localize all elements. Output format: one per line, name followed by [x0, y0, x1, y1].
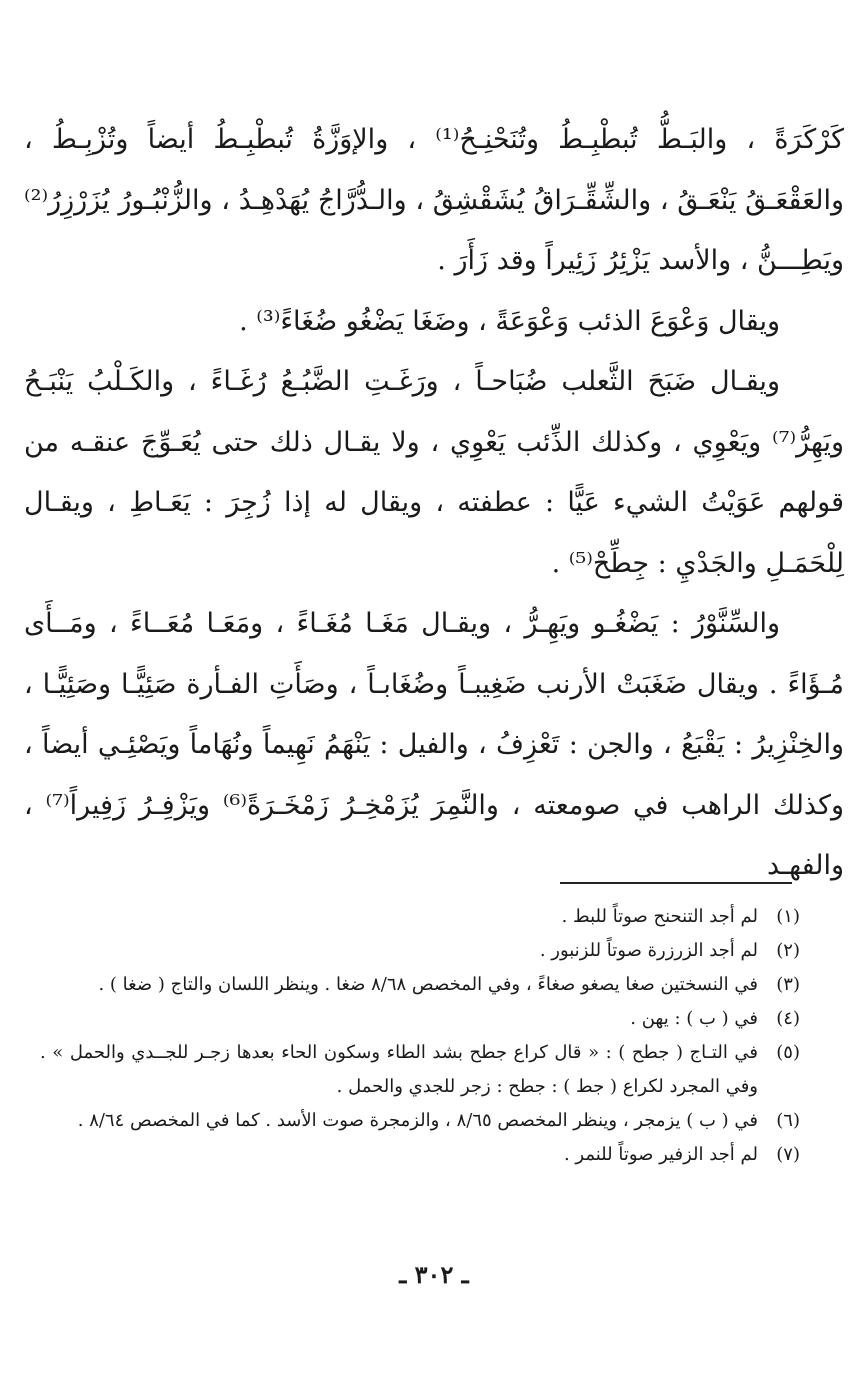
- footnote-3: [40, 968, 800, 1002]
- footnote-7: [40, 1138, 800, 1172]
- footnote-number: (٢): [776, 940, 800, 961]
- footnote-number: (٤): [776, 1008, 800, 1029]
- paragraph-4: والسِّنَّوْرُ : يَضْغُـو ويَهِـرُّ ، ويقـال مَغَـا مُغَـاءً ، ومَعَـا مُعَــاءً ، ومَــأَى مُـؤَاءً . ويقال ضَغَبَتْ الأرنب ضَغِيبـاً وضُغَابـاً ، وصَأَتِ الفـأرة صَئِيًّـا وصَئِيًّـا ، والخِنْزِيرُ : يَقْبَعُ ، والجن : تَعْزِفُ ، والفيل : يَنْهَمُ نَهِيماً ونُهَاماً ويَصْئِـي أيضاً ، وكذلك الراهب في صومعته ، والنَّمِرَ يُزَمْخِـرُ زَمْخَـرَةً⁽⁶⁾ ويَزْفِـرُ زَفِيراً⁽⁷⁾ ، والفهـد: [24, 608, 844, 881]
- footnote-5: [40, 1036, 800, 1104]
- footnote-number: (٥): [776, 1042, 800, 1063]
- paragraph-2: ويقال وَعْوَعَ الذئب وَعْوَعَةً ، وضَغَا يَضْغُو ضُغَاءً⁽³⁾ .: [239, 305, 780, 337]
- footnote-text: في ( ب ) : يهن .: [630, 1008, 758, 1029]
- paragraph-3: ويقـال ضَبَحَ الثَّعلب ضُبَاحـاً ، ورَغَـتِ الضَّبُـعُ رُغَـاءً ، والكَـلْبُ يَنْبَـحُ ويَهِرُّ⁽⁷⁾ ويَعْوِي ، وكذلك الذِّئب يَعْوِي ، ولا يقـال ذلك حتى يُعَـوِّجَ عنقـه من قولهم عَوَيْتُ الشيء عَيًّا : عطفته ، ويقال له إذا زُجِرَ : يَعَـاطِ ، ويقـال لِلْحَمَـلِ والجَدْيِ : جِطِّحْ⁽⁵⁾ .: [24, 366, 844, 579]
- footnote-1: [40, 900, 800, 934]
- footnote-4: [40, 1002, 800, 1036]
- footnote-text: في التـاج ( جطح ) : « قال كراع جطح بشد الطاء وسكون الحاء بعدها زجـر للجــدي والحمل » . وفي المجرد لكراع ( جط ) : جطح : زجر للجدي والحمل .: [40, 1042, 758, 1097]
- footnote-text: في النسختين صغا يصغو صغاءً ، وفي المخصص ٨/٦٨ ضغا . وينظر اللسان والتاج ( ضغا ) .: [98, 974, 758, 995]
- footnote-2: [40, 934, 800, 968]
- footnote-6: [40, 1104, 800, 1138]
- footnote-text: لم أجد الزفير صوتاً للنمر .: [563, 1144, 758, 1165]
- page-number: ـ ٣٠٢ ـ: [399, 1260, 469, 1289]
- footnote-text: لم أجد الزرزرة صوتاً للزنبور .: [539, 940, 758, 961]
- footnote-divider: [560, 882, 792, 884]
- paragraph-1: كَرْكَرَةً ، والبَـطُّ تُبطْبِـطُ وتُنَحْنِـحُ⁽¹⁾ ، والإوَزَّةُ تُبطْبِـطُ أيضاً وتُزْبِـطُ ، والعَقْعَـقُ يَنْعَـقُ ، والشِّقِّـرَاقُ يُشَقْشِقُ ، والـدُّرَّاجُ يُهَدْهِـدُ ، والزُّنْبُـورُ يُزَرْزِرُ⁽²⁾ ويَطِـــنُّ ، والأسد يَزْئِرُ زَئِيراً وقد زَأَرَ .: [24, 124, 845, 276]
- footnote-number: (١): [776, 906, 800, 927]
- main-text: [24, 110, 844, 897]
- footnote-number: (٦): [776, 1110, 800, 1131]
- footnote-number: (٣): [776, 974, 800, 995]
- footnote-text: في ( ب ) يزمجر ، وينظر المخصص ٨/٦٥ ، والزمجرة صوت الأسد . كما في المخصص ٨/٦٤ .: [77, 1110, 758, 1131]
- footnote-text: لم أجد التنحنح صوتاً للبط .: [561, 906, 758, 927]
- footnotes: [40, 900, 800, 1172]
- footnote-number: (٧): [776, 1144, 800, 1165]
